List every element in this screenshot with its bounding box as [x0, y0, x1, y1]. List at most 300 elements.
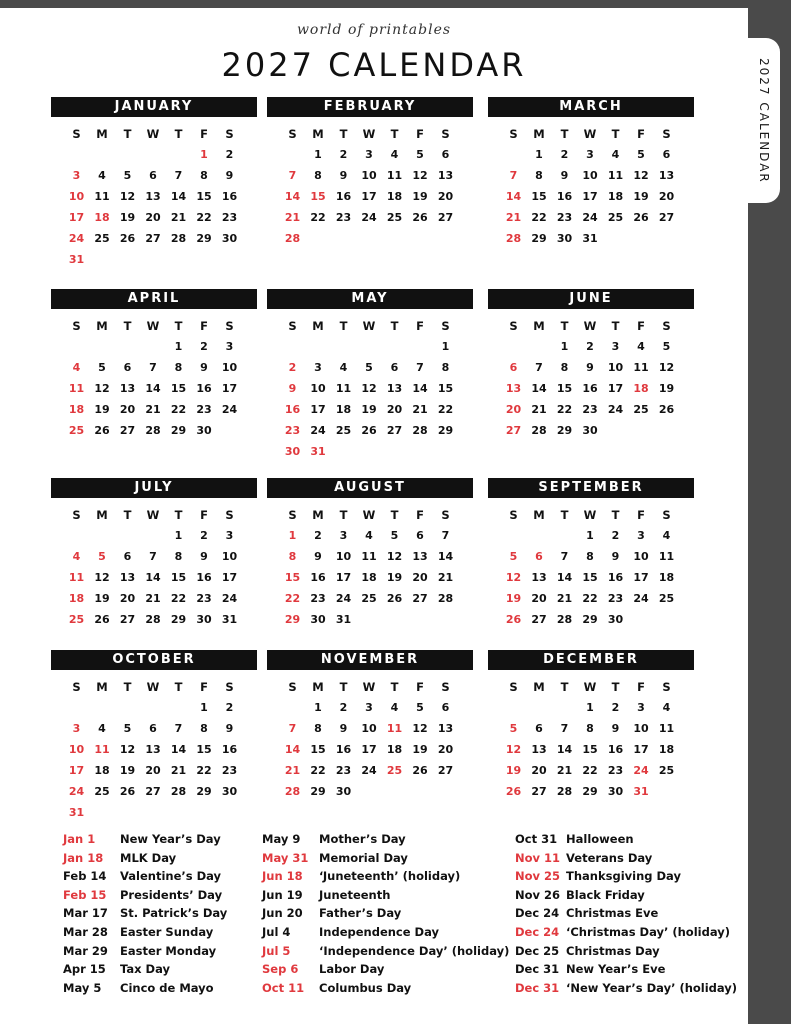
holiday-column [515, 832, 737, 999]
holiday-name: Labor Day [319, 962, 385, 977]
day-cell: 13 [145, 190, 161, 203]
weekday-label: T [174, 508, 183, 522]
weekday-label: T [390, 680, 399, 694]
day-cell: 6 [535, 722, 543, 735]
holiday-name: ‘Juneteenth’ (holiday) [319, 869, 461, 884]
day-cell: 13 [658, 169, 675, 182]
weekday-label: S [225, 319, 234, 333]
day-cell: 24 [633, 764, 649, 777]
day-cell: 12 [119, 190, 136, 203]
day-cell: 31 [582, 232, 598, 245]
day-cell: 3 [586, 148, 594, 161]
weekday-label: F [200, 127, 208, 141]
day-cell: 28 [505, 232, 522, 245]
day-cell: 8 [314, 169, 322, 182]
day-cell: 5 [509, 722, 518, 735]
holiday-date: Nov 26 [515, 887, 561, 902]
weekday-label: F [416, 127, 424, 141]
day-cell: 27 [437, 211, 454, 224]
weekday-label: T [339, 127, 348, 141]
weekday-label: S [509, 127, 518, 141]
weekday-label: T [390, 127, 399, 141]
day-cell: 18 [658, 743, 675, 756]
holiday-name: Easter Sunday [120, 924, 214, 939]
month-header: FEBRUARY [267, 97, 473, 117]
day-cell: 26 [119, 785, 136, 798]
day-cell: 7 [288, 722, 297, 735]
month-header: JULY [51, 478, 257, 498]
day-cell: 18 [68, 592, 85, 605]
day-cell: 31 [221, 613, 238, 626]
day-cell: 11 [335, 382, 352, 395]
day-cell: 13 [386, 382, 403, 395]
day-cell: 3 [225, 529, 234, 542]
weekday-label: T [390, 508, 399, 522]
month-october [51, 650, 257, 827]
weekday-label: F [637, 319, 645, 333]
day-cell: 24 [310, 424, 326, 437]
day-cell: 15 [437, 382, 454, 395]
weekday-label: S [509, 680, 518, 694]
day-cell: 2 [339, 701, 348, 714]
day-cell: 25 [386, 211, 403, 224]
holiday-date: Mar 17 [63, 906, 108, 921]
day-cell: 8 [200, 722, 208, 735]
day-cell: 13 [119, 571, 136, 584]
day-cell: 16 [335, 190, 352, 203]
day-cell: 8 [288, 550, 297, 563]
holiday-date: Dec 31 [515, 980, 560, 995]
weekday-label: M [312, 127, 324, 141]
weekday-label: T [339, 508, 348, 522]
day-cell: 23 [196, 592, 212, 605]
day-cell: 12 [94, 571, 110, 584]
weekday-label: S [225, 508, 234, 522]
holiday-name: Independence Day [319, 924, 440, 939]
holiday-name: St. Patrick’s Day [120, 906, 228, 921]
holiday-row [63, 888, 227, 907]
day-cell: 28 [412, 424, 428, 437]
day-cell: 25 [633, 403, 649, 416]
day-cell: 21 [412, 403, 428, 416]
day-cell: 20 [386, 403, 403, 416]
day-cell: 8 [586, 722, 594, 735]
weekday-label: W [583, 319, 597, 333]
weekday-label: W [362, 508, 376, 522]
day-cell: 18 [68, 403, 85, 416]
holiday-name: Valentine’s Day [120, 869, 222, 884]
day-cell: 17 [361, 743, 377, 756]
day-cell: 6 [149, 722, 157, 735]
day-cell: 16 [221, 190, 238, 203]
day-cell: 20 [412, 571, 428, 584]
day-cell: 27 [145, 785, 161, 798]
day-cell: 25 [607, 211, 624, 224]
day-cell: 19 [94, 403, 110, 416]
day-cell: 9 [339, 722, 348, 735]
day-cell: 21 [556, 592, 573, 605]
day-cell: 5 [637, 148, 645, 161]
weekday-label: S [441, 127, 450, 141]
day-cell: 27 [531, 613, 547, 626]
day-cell: 14 [145, 382, 161, 395]
day-cell: 14 [531, 382, 547, 395]
side-tab[interactable] [748, 38, 780, 203]
weekday-label: T [123, 127, 132, 141]
day-cell: 18 [94, 764, 110, 777]
weekday-label: W [583, 508, 597, 522]
day-cell: 6 [149, 169, 157, 182]
day-cell: 20 [531, 592, 547, 605]
day-cell: 31 [335, 613, 352, 626]
holiday-date: Nov 25 [515, 869, 561, 884]
weekday-label: W [362, 319, 376, 333]
weekday-label: S [662, 508, 671, 522]
day-cell: 14 [412, 382, 428, 395]
day-cell: 27 [119, 613, 136, 626]
holiday-row [515, 944, 737, 963]
weekday-label: M [533, 127, 545, 141]
day-cell: 21 [437, 571, 454, 584]
weekday-label: T [611, 127, 620, 141]
holiday-column [63, 832, 227, 999]
holiday-row [262, 869, 509, 888]
day-cell: 12 [412, 169, 428, 182]
day-cell: 20 [145, 764, 161, 777]
day-cell: 31 [68, 253, 85, 266]
day-cell: 24 [221, 403, 238, 416]
month-grid [51, 680, 257, 827]
day-cell: 23 [335, 211, 352, 224]
holiday-column [262, 832, 509, 999]
holiday-date: Jun 19 [262, 887, 303, 902]
day-cell: 26 [505, 613, 522, 626]
weekday-label: T [611, 319, 620, 333]
holiday-row [262, 981, 509, 1000]
day-cell: 4 [365, 529, 373, 542]
weekday-label: T [390, 319, 399, 333]
month-header: SEPTEMBER [488, 478, 694, 498]
weekday-label: T [123, 508, 132, 522]
holiday-date: Mar 29 [63, 943, 108, 958]
day-cell: 10 [582, 169, 598, 182]
day-cell: 11 [633, 361, 649, 374]
weekday-label: S [441, 680, 450, 694]
month-header: JANUARY [51, 97, 257, 117]
holiday-row [515, 832, 737, 851]
holiday-date: Jan 1 [63, 832, 96, 846]
day-cell: 9 [314, 550, 322, 563]
month-august [267, 478, 473, 655]
month-september [488, 478, 694, 655]
day-cell: 10 [68, 743, 85, 756]
holiday-row [63, 981, 227, 1000]
day-cell: 23 [221, 211, 238, 224]
holiday-name: Columbus Day [319, 980, 412, 995]
page-title: 2027 CALENDAR [221, 46, 527, 84]
day-cell: 11 [68, 571, 85, 584]
day-cell: 8 [174, 361, 183, 374]
day-cell: 8 [314, 722, 322, 735]
day-cell: 18 [607, 190, 624, 203]
day-cell: 8 [441, 361, 450, 374]
holiday-name: New Year’s Day [120, 832, 221, 846]
day-cell: 30 [607, 613, 624, 626]
day-cell: 29 [310, 785, 326, 798]
day-cell: 19 [658, 382, 675, 395]
day-cell: 2 [611, 529, 620, 542]
holiday-date: Apr 15 [63, 962, 106, 977]
day-cell: 24 [335, 592, 352, 605]
brand-logo-text: world of printables [296, 22, 452, 38]
weekday-label: W [583, 680, 597, 694]
day-cell: 1 [586, 701, 594, 714]
day-cell: 3 [72, 169, 81, 182]
day-cell: 11 [94, 743, 110, 756]
day-cell: 11 [386, 722, 403, 735]
day-cell: 17 [361, 190, 377, 203]
day-cell: 7 [174, 722, 183, 735]
month-grid [488, 680, 694, 827]
day-cell: 30 [221, 785, 238, 798]
day-cell: 10 [633, 550, 649, 563]
holiday-row [515, 869, 737, 888]
weekday-label: T [174, 127, 183, 141]
weekday-label: T [123, 680, 132, 694]
day-cell: 16 [196, 571, 212, 584]
month-header: AUGUST [267, 478, 473, 498]
day-cell: 9 [586, 361, 594, 374]
day-cell: 21 [284, 764, 301, 777]
day-cell: 26 [412, 211, 428, 224]
day-cell: 3 [72, 722, 81, 735]
day-cell: 22 [556, 403, 573, 416]
month-january [51, 97, 257, 274]
day-cell: 24 [582, 211, 598, 224]
weekday-label: T [560, 319, 569, 333]
day-cell: 20 [437, 743, 454, 756]
day-cell: 3 [339, 529, 348, 542]
weekday-label: T [174, 319, 183, 333]
day-cell: 14 [284, 190, 301, 203]
day-cell: 18 [386, 190, 403, 203]
day-cell: 10 [221, 550, 238, 563]
day-cell: 22 [437, 403, 454, 416]
day-cell: 9 [225, 722, 234, 735]
day-cell: 23 [335, 764, 352, 777]
weekday-label: F [416, 508, 424, 522]
holiday-name: ‘Christmas Day’ (holiday) [566, 924, 730, 939]
day-cell: 13 [145, 743, 161, 756]
day-cell: 25 [335, 424, 352, 437]
day-cell: 3 [611, 340, 620, 353]
day-cell: 2 [314, 529, 322, 542]
holiday-date: Dec 31 [515, 962, 560, 977]
day-cell: 17 [221, 382, 238, 395]
day-cell: 14 [145, 571, 161, 584]
day-cell: 5 [662, 340, 671, 353]
day-cell: 11 [607, 169, 624, 182]
day-cell: 24 [633, 592, 649, 605]
day-cell: 22 [170, 403, 187, 416]
holiday-row [515, 962, 737, 981]
day-cell: 26 [658, 403, 675, 416]
day-cell: 29 [582, 613, 598, 626]
day-cell: 6 [416, 529, 424, 542]
day-cell: 6 [390, 361, 399, 374]
day-cell: 19 [412, 743, 428, 756]
day-cell: 27 [386, 424, 403, 437]
holiday-row [63, 962, 227, 981]
day-cell: 21 [145, 403, 161, 416]
weekday-label: W [362, 680, 376, 694]
day-cell: 31 [310, 445, 326, 458]
month-grid [267, 319, 473, 466]
month-may [267, 289, 473, 466]
month-november [267, 650, 473, 827]
day-cell: 7 [509, 169, 518, 182]
day-cell: 26 [94, 424, 110, 437]
side-tab-label: 2027 CALENDAR [757, 57, 771, 184]
day-cell: 16 [284, 403, 301, 416]
day-cell: 11 [658, 722, 675, 735]
day-cell: 10 [633, 722, 649, 735]
day-cell: 15 [170, 382, 187, 395]
day-cell: 1 [174, 529, 183, 542]
day-cell: 27 [145, 232, 161, 245]
weekday-label: F [416, 319, 424, 333]
day-cell: 22 [582, 592, 598, 605]
day-cell: 26 [633, 211, 649, 224]
day-cell: 23 [310, 592, 326, 605]
day-cell: 21 [505, 211, 522, 224]
holiday-row [262, 888, 509, 907]
day-cell: 21 [284, 211, 301, 224]
day-cell: 25 [68, 613, 85, 626]
weekday-label: M [96, 319, 108, 333]
day-cell: 20 [531, 764, 547, 777]
holiday-name: Father’s Day [319, 906, 402, 921]
day-cell: 29 [582, 785, 598, 798]
weekday-label: S [509, 319, 518, 333]
day-cell: 30 [284, 445, 301, 458]
month-header: NOVEMBER [267, 650, 473, 670]
weekday-label: T [339, 680, 348, 694]
day-cell: 29 [196, 232, 212, 245]
day-cell: 26 [119, 232, 136, 245]
weekday-label: T [560, 680, 569, 694]
day-cell: 12 [119, 743, 136, 756]
day-cell: 15 [196, 190, 212, 203]
day-cell: 16 [310, 571, 326, 584]
day-cell: 22 [531, 211, 547, 224]
day-cell: 2 [339, 148, 348, 161]
month-grid [488, 127, 694, 274]
day-cell: 28 [170, 785, 187, 798]
day-cell: 26 [412, 764, 428, 777]
day-cell: 22 [196, 211, 212, 224]
day-cell: 24 [221, 592, 238, 605]
day-cell: 19 [119, 211, 136, 224]
month-june [488, 289, 694, 466]
day-cell: 21 [531, 403, 547, 416]
day-cell: 11 [386, 169, 403, 182]
day-cell: 28 [437, 592, 454, 605]
holiday-row [262, 925, 509, 944]
day-cell: 10 [361, 722, 377, 735]
day-cell: 5 [98, 550, 106, 563]
day-cell: 28 [531, 424, 547, 437]
day-cell: 15 [196, 743, 212, 756]
day-cell: 29 [531, 232, 547, 245]
day-cell: 24 [361, 764, 377, 777]
holiday-date: Jan 18 [63, 850, 104, 865]
weekday-label: F [637, 508, 645, 522]
day-cell: 7 [149, 361, 157, 374]
day-cell: 3 [365, 148, 373, 161]
day-cell: 12 [658, 361, 675, 374]
weekday-label: T [611, 508, 620, 522]
day-cell: 29 [556, 424, 573, 437]
day-cell: 21 [170, 211, 187, 224]
day-cell: 20 [505, 403, 522, 416]
weekday-label: S [288, 127, 297, 141]
day-cell: 15 [284, 571, 301, 584]
day-cell: 2 [225, 701, 234, 714]
day-cell: 6 [441, 701, 450, 714]
day-cell: 26 [361, 424, 377, 437]
weekday-label: S [72, 319, 81, 333]
weekday-label: S [225, 127, 234, 141]
day-cell: 6 [123, 550, 132, 563]
day-cell: 22 [170, 592, 187, 605]
holiday-row [63, 906, 227, 925]
weekday-label: S [441, 319, 450, 333]
day-cell: 31 [68, 806, 85, 819]
day-cell: 4 [390, 701, 399, 714]
day-cell: 28 [284, 785, 301, 798]
holiday-date: Dec 24 [515, 924, 560, 939]
month-header: OCTOBER [51, 650, 257, 670]
day-cell: 23 [284, 424, 301, 437]
month-march [488, 97, 694, 274]
day-cell: 22 [310, 764, 326, 777]
day-cell: 5 [123, 169, 132, 182]
holiday-date: Oct 11 [262, 980, 305, 995]
day-cell: 16 [582, 382, 598, 395]
day-cell: 17 [633, 571, 649, 584]
day-cell: 22 [310, 211, 326, 224]
holiday-row [515, 981, 737, 1000]
day-cell: 20 [437, 190, 454, 203]
day-cell: 31 [633, 785, 649, 798]
day-cell: 3 [637, 529, 645, 542]
day-cell: 13 [505, 382, 522, 395]
holiday-row [515, 888, 737, 907]
day-cell: 15 [310, 190, 326, 203]
day-cell: 24 [607, 403, 624, 416]
day-cell: 11 [68, 382, 85, 395]
holiday-date: Jul 4 [262, 924, 291, 939]
day-cell: 27 [658, 211, 675, 224]
day-cell: 2 [200, 529, 208, 542]
holiday-name: ‘Independence Day’ (holiday) [319, 943, 510, 958]
month-header: DECEMBER [488, 650, 694, 670]
day-cell: 15 [556, 382, 573, 395]
holiday-date: Mar 28 [63, 924, 108, 939]
day-cell: 15 [170, 571, 187, 584]
weekday-label: M [312, 680, 324, 694]
